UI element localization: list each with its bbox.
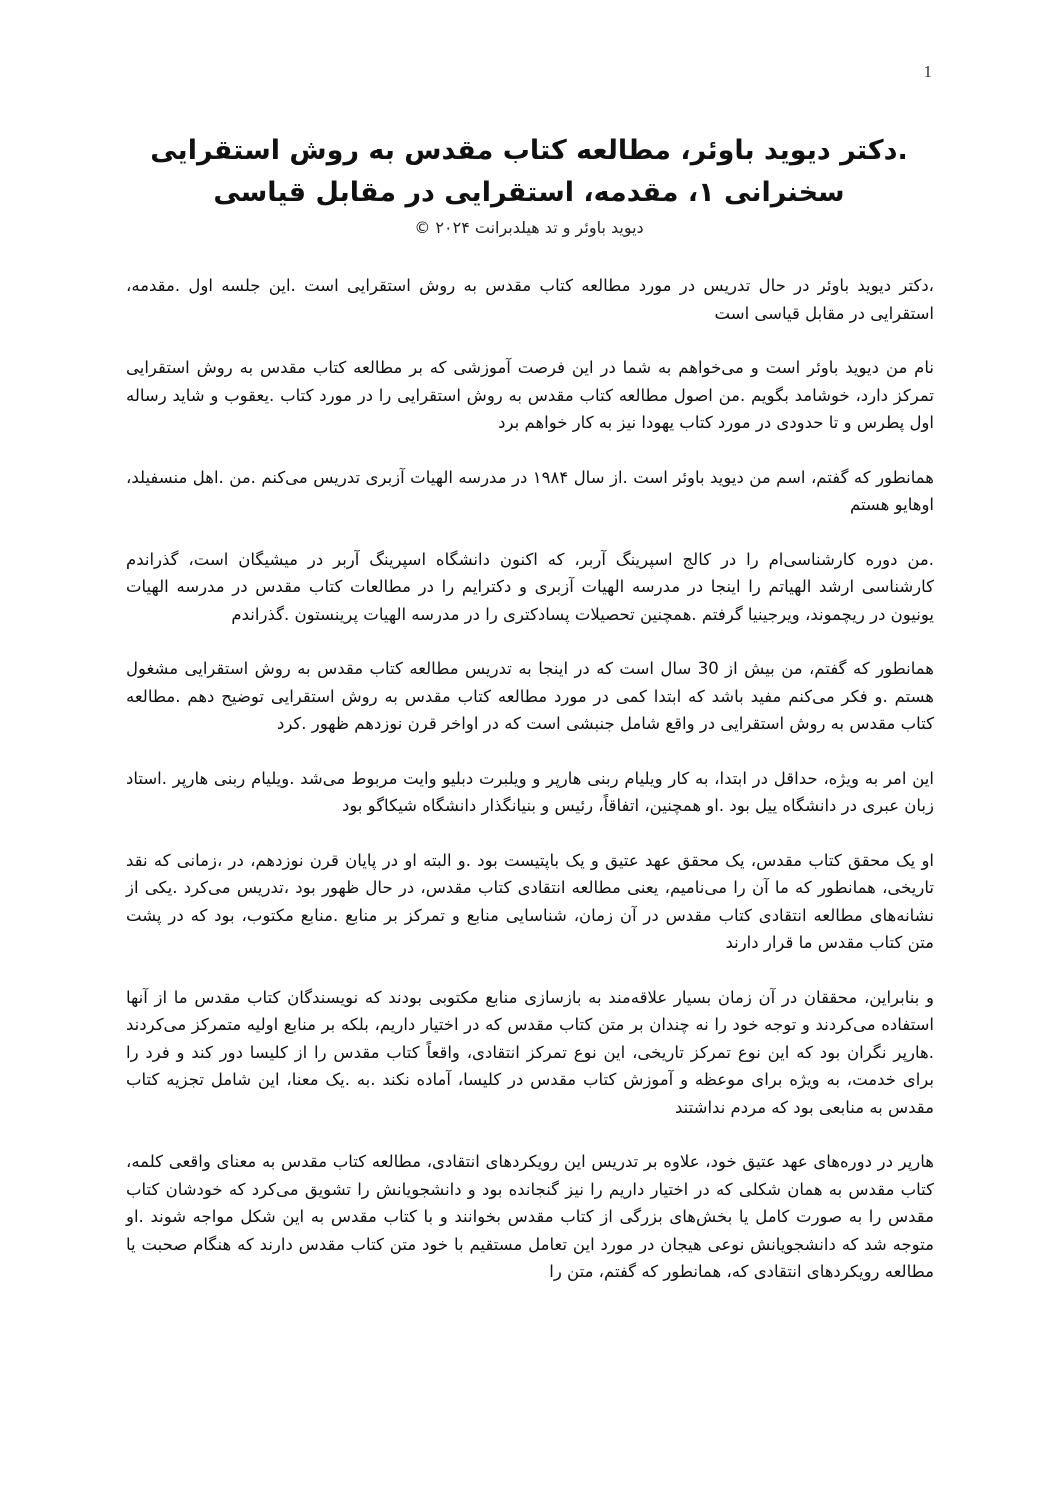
lecture-title: .دکتر دیوید باوئر، مطالعه کتاب مقدس به روش استقرایی: [150, 135, 908, 166]
paragraph: هارپر در دوره‌های عهد عتیق خود، علاوه بر تدریس این رویکردهای انتقادی، مطالعه کتاب مقدس به معنای واقعی کلمه، کتاب مقدس به همان شکلی که در اختیار داریم را نیز گنجانده بود و دانشجویانش را تشویق می‌کرد که خودشان کتاب مقدس را به صورت کامل یا بخش‌های بزرگی از کتاب مقدس بخوانند و با کتاب مقدس به این شکل مواجه شوند .او متوجه شد که دانشجویانش نوعی هیجان در مورد این تعامل مستقیم با خود متن کتاب مقدس دارند که هنگام صحبت یا مطالعه رویکردهای انتقادی که، همانطور که گفتم، متن را: [126, 1152, 934, 1281]
page-number: 1: [923, 62, 932, 81]
paragraph: این امر به ویژه، حداقل در ابتدا، به کار ویلیام ربنی هارپر و ویلبرت دبلیو وایت مربوط می‌شد .ویلیام ربنی هارپر .استاد زبان عبری در دانشگاه ییل بود .او همچنین، اتفاقاً، رئیس و بنیانگذار دانشگاه شیکاگو بود: [126, 768, 934, 815]
paragraph: و بنابراین، محققان در آن زمان بسیار علاقه‌مند به بازسازی منابع مکتوبی بودند که نویسندگان کتاب مقدس ما از آنها استفاده می‌کردند و توجه خود را نه چندان بر متن کتاب مقدس که در اختیار داریم، بلکه بر منابع اولیه متمرکز می‌کردند .هارپر نگران بود که این نوع تمرکز تاریخی، این نوع تمرکز انتقادی، واقعاً کتاب مقدس را از کلیسا دور کند و فرد را برای خدمت، به ویژه برای موعظه و آموزش کتاب مقدس در کلیسا، آماده نکند .به .یک معنا، این شامل تجزیه کتاب مقدس به منابعی بود که مردم نداشتند: [126, 987, 934, 1117]
paragraph: او یک محقق کتاب مقدس، یک محقق عهد عتیق و یک باپتیست بود .و البته او در پایان قرن نوزدهم، در ،زمانی که نقد تاریخی، همانطور که ما آن را می‌نامیم، یعنی مطالعه انتقادی کتاب مقدس، در حال ظهور بود ،تدریس می‌کرد .یکی از نشانه‌های مطالعه انتقادی کتاب مقدس در آن زمان، شناسایی منابع و تمرکز بر منابع .منابع مکتوب، بود که در پشت متن کتاب مقدس ما قرار دارند: [126, 850, 934, 952]
transcript-body: [126, 272, 934, 1313]
paragraph: همانطور که گفتم، اسم من دیوید باوئر است .از سال ۱۹۸۴ در مدرسه الهیات آزبری تدریس می‌کنم .من .اهل منسفیلد، اوهایو هستم: [126, 467, 934, 514]
paragraph: ،دکتر دیوید باوئر در حال تدریس در مورد مطالعه کتاب مقدس به روش استقرایی است .این جلسه اول .مقدمه، استقرایی در مقابل قیاسی است: [126, 276, 934, 323]
paragraph: .من دوره کارشناسی‌ام را در کالج اسپرینگ آربر، که اکنون دانشگاه اسپرینگ آربر در میشیگان است، گذراندم کارشناسی ارشد الهیاتم را اینجا در مدرسه الهیات آزبری و دکترایم را در مطالعات کتاب مقدس در مدرسه الهیات یونیون در ریچموند، ویرجینیا گرفتم .همچنین تحصیلات پسادکتری را در مدرسه الهیات پرینستون .گذراندم: [126, 549, 934, 624]
lecture-subtitle: سخنرانی ۱، مقدمه، استقرایی در مقابل قیاسی: [213, 177, 845, 208]
paragraph: همانطور که گفتم، من بیش از 30 سال است که در اینجا به تدریس مطالعه کتاب مقدس به روش استقرایی مشغول هستم .و فکر می‌کنم مفید باشد که ابتدا کمی در مورد مطالعه کتاب مقدس به روش استقرایی توضیح دهم .مطالعه کتاب مقدس به روش استقرایی در واقع شامل جنبشی است که در اواخر قرن نوزدهم ظهور .کرد: [126, 659, 935, 733]
copyright-byline: دیوید باوئر و تد هیلدبرانت ۲۰۲۴ ©: [414, 218, 644, 237]
title-block: [110, 130, 948, 240]
paragraph: نام من دیوید باوئر است و می‌خواهم به شما در این فرصت آموزشی که بر مطالعه کتاب مقدس به روش استقرایی تمرکز دارد، خوشامد بگویم .من اصول مطالعه کتاب مقدس به روش استقرایی را در مورد کتاب .یعقوب و شاید رساله اول پطرس و تا حدودی در مورد کتاب یهودا نیز به کار خواهم برد: [126, 358, 934, 432]
